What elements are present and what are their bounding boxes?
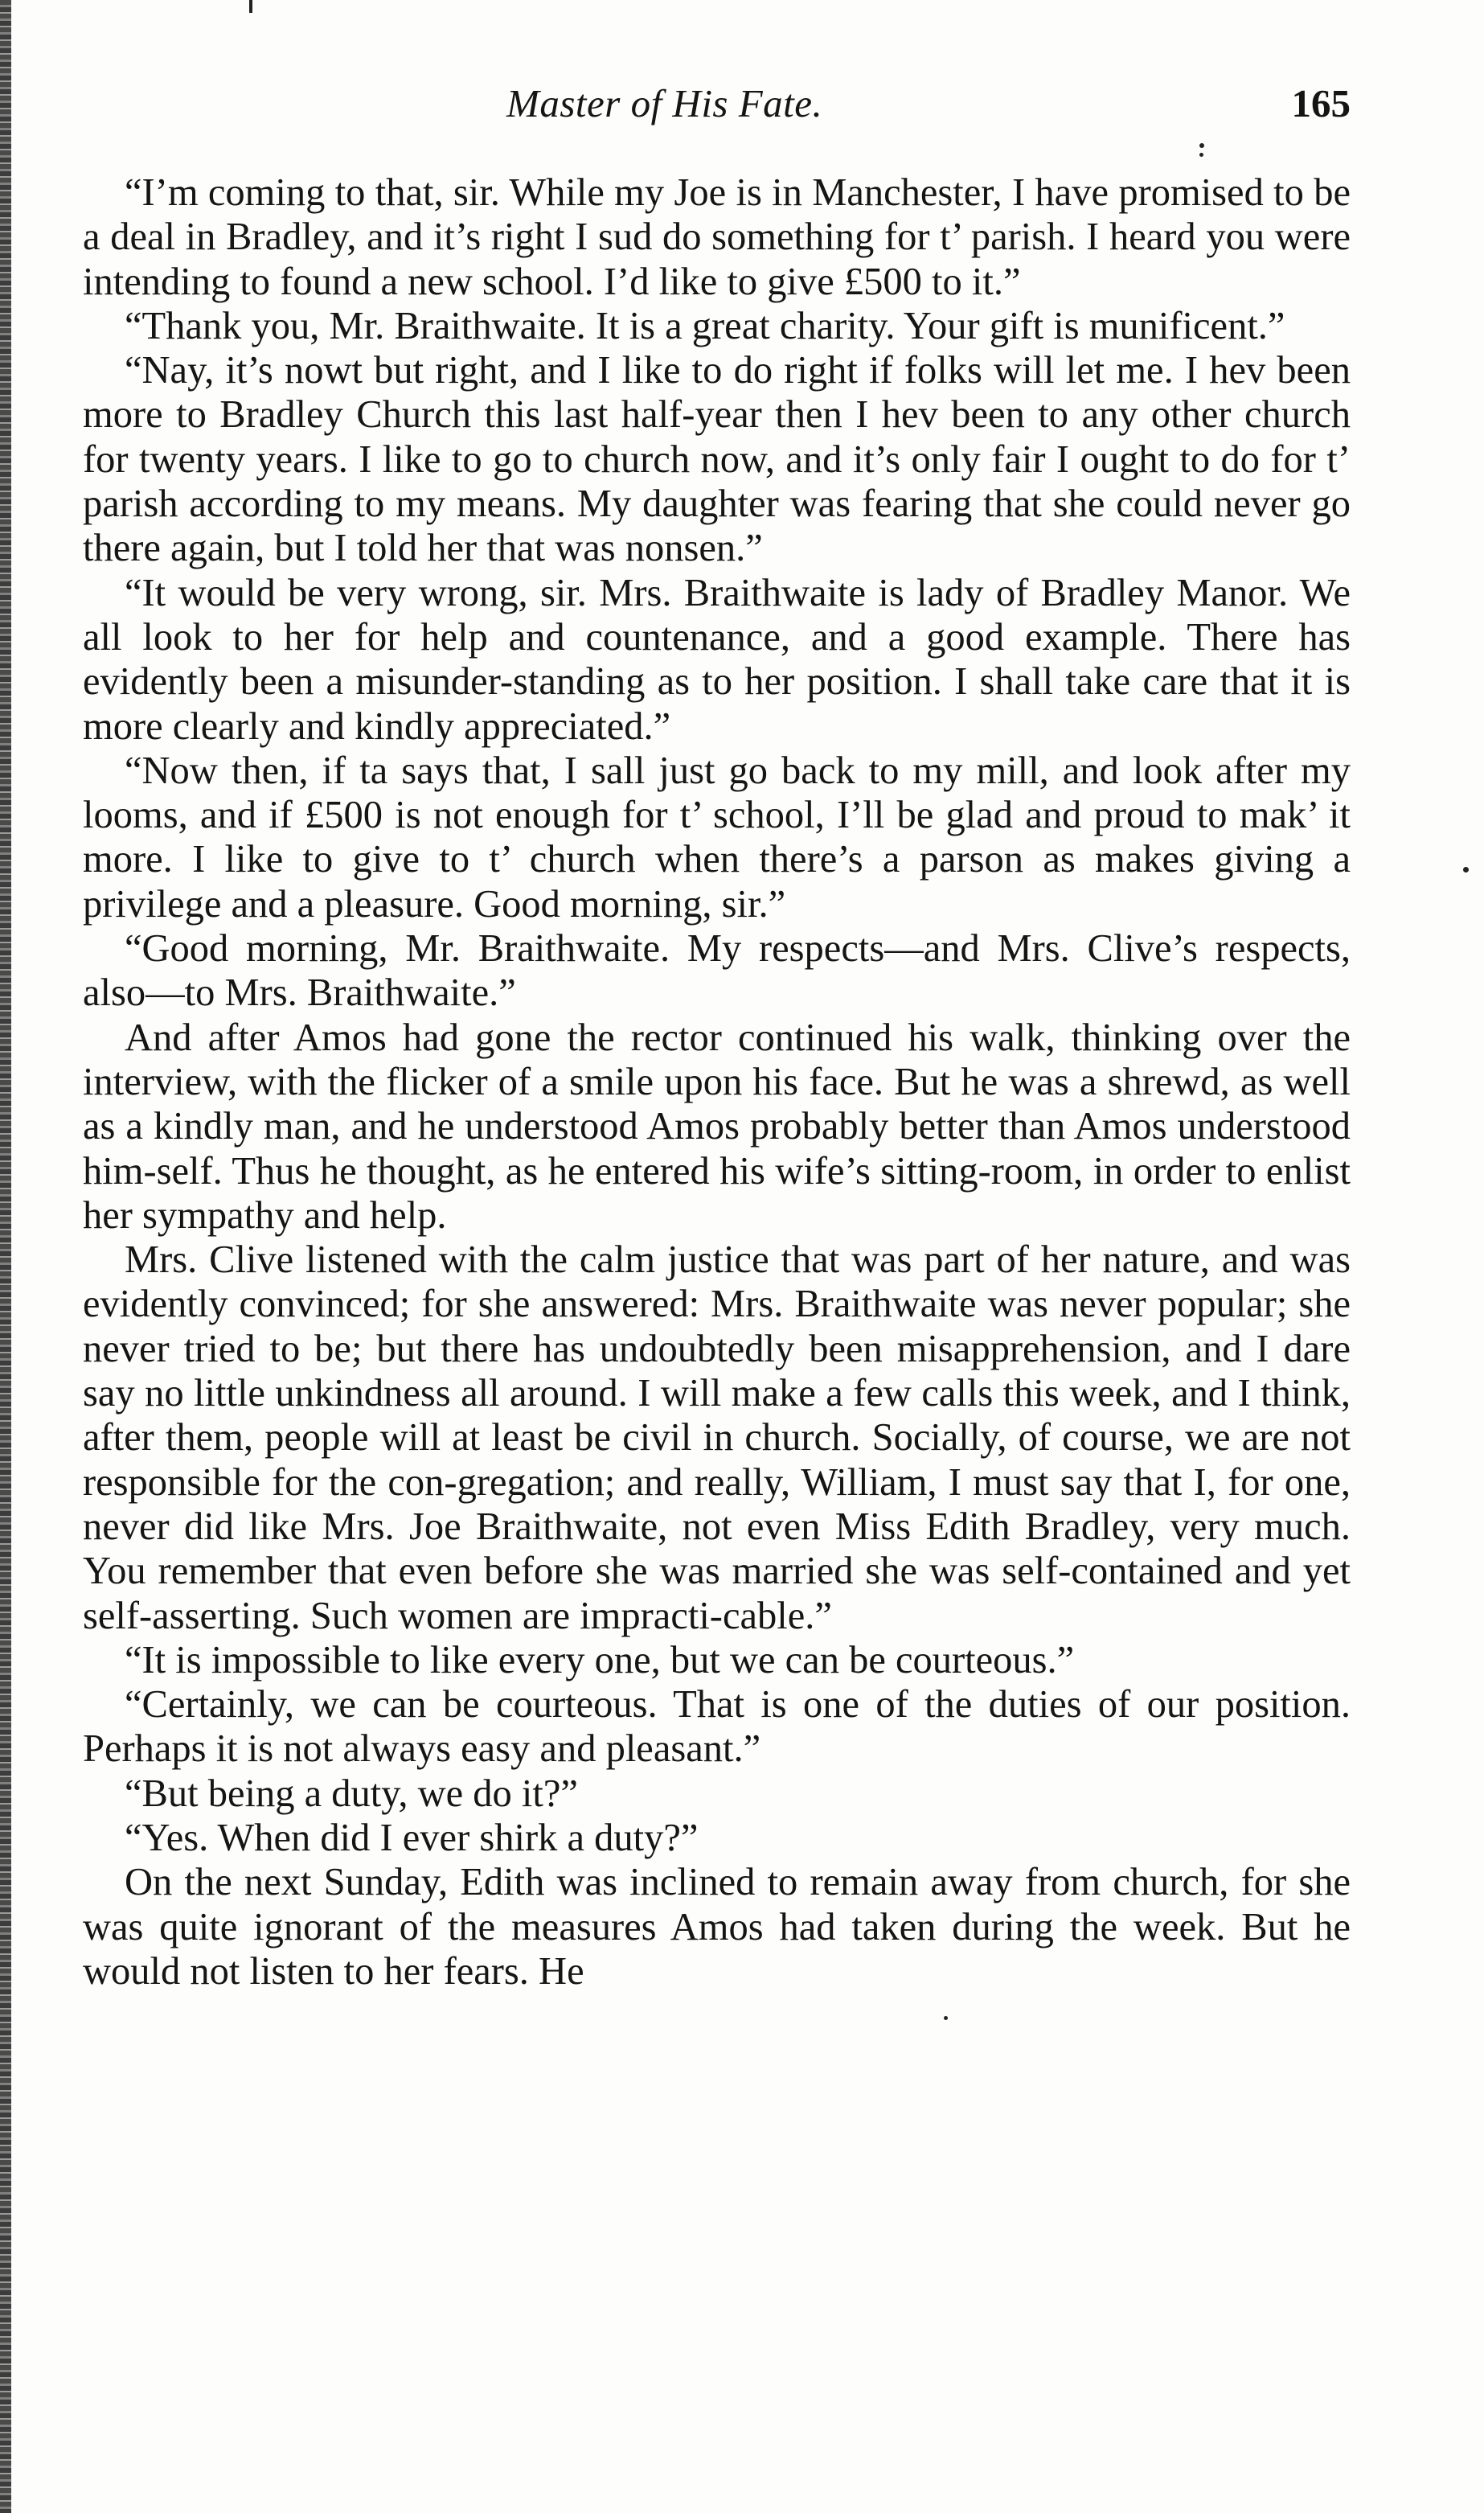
scan-speck bbox=[1463, 867, 1469, 873]
paragraph: “Certainly, we can be courteous. That is one of the duties of our position. Perhaps it is not always easy and pleasant.” bbox=[83, 1683, 1351, 1771]
scan-speck bbox=[1199, 153, 1203, 157]
page-binding-edge bbox=[0, 0, 11, 2513]
paragraph: “Nay, it’s nowt but right, and I like to do right if folks will let me. I hev been more to Bradley Church this last half-year then I hev been to any other church for twenty years. I like to go to church now, and it’s only fair I ought to do for t’ parish according to my means. My daughter was fearing that she could never go there again, but I told her that was nonsen.” bbox=[83, 349, 1351, 570]
paragraph: “It would be very wrong, sir. Mrs. Braithwaite is lady of Bradley Manor. We all look to her for help and countenance, and a good example. There has evidently been a misunder-standing as to her position. I shall take care that it is more clearly and kindly appreciated.” bbox=[83, 571, 1351, 748]
paragraph: On the next Sunday, Edith was inclined to remain away from church, for she was quite ignorant of the measures Amos had taken during the week. But he would not listen to her fears. He bbox=[83, 1861, 1351, 1993]
paragraph: “I’m coming to that, sir. While my Joe is in Manchester, I have promised to be a deal in Bradley, and it’s right I sud do something for t’ parish. I heard you were intending to found a new school. I’d like to give £500 to it.” bbox=[83, 171, 1351, 303]
page-header bbox=[80, 80, 1351, 129]
paragraph: “Now then, if ta says that, I sall just go back to my mill, and look after my looms, and if £500 is not enough for t’ school, I’ll be glad and proud to mak’ it more. I like to give to t’ church when there’s a parson as makes giving a privilege and a pleasure. Good morning, sir.” bbox=[83, 749, 1351, 926]
scan-speck bbox=[1199, 143, 1204, 148]
page-number: 165 bbox=[1291, 81, 1351, 125]
paragraph: “Yes. When did I ever shirk a duty?” bbox=[125, 1816, 699, 1859]
running-title: Master of His Fate. bbox=[506, 81, 823, 125]
paragraph: “Thank you, Mr. Braithwaite. It is a great charity. Your gift is munificent.” bbox=[125, 304, 1285, 347]
scan-speck bbox=[944, 2016, 948, 2020]
paragraph: “It is impossible to like every one, but we can be courteous.” bbox=[125, 1638, 1075, 1681]
paragraph: “Good morning, Mr. Braithwaite. My respects—and Mrs. Clive’s respects, also—to Mrs. Braithwaite.” bbox=[83, 927, 1351, 1015]
scan-mark bbox=[249, 0, 252, 13]
paragraph: Mrs. Clive listened with the calm justice that was part of her nature, and was evidently convinced; for she answered: Mrs. Braithwaite was never popular; she never tried to be; but there has undoubtedly been misapprehension, and I dare say no little unkindness all around. I will make a few calls this week, and I think, after them, people will at least be civil in church. Socially, of course, we are not responsible for the con-gregation; and really, William, I must say that I, for one, never did like Mrs. Joe Braithwaite, not even Miss Edith Bradley, very much. You remember that even before she was married she was self-contained and yet self-asserting. Such women are impracti-cable.” bbox=[83, 1238, 1351, 1637]
body-text bbox=[83, 170, 1351, 1994]
paragraph: “But being a duty, we do it?” bbox=[125, 1772, 578, 1815]
paragraph: And after Amos had gone the rector continued his walk, thinking over the interview, with the flicker of a smile upon his face. But he was a shrewd, as well as a kindly man, and he understood Amos probably better than Amos understood him-self. Thus he thought, as he entered his wife’s sitting-room, in order to enlist her sympathy and help. bbox=[83, 1016, 1351, 1237]
